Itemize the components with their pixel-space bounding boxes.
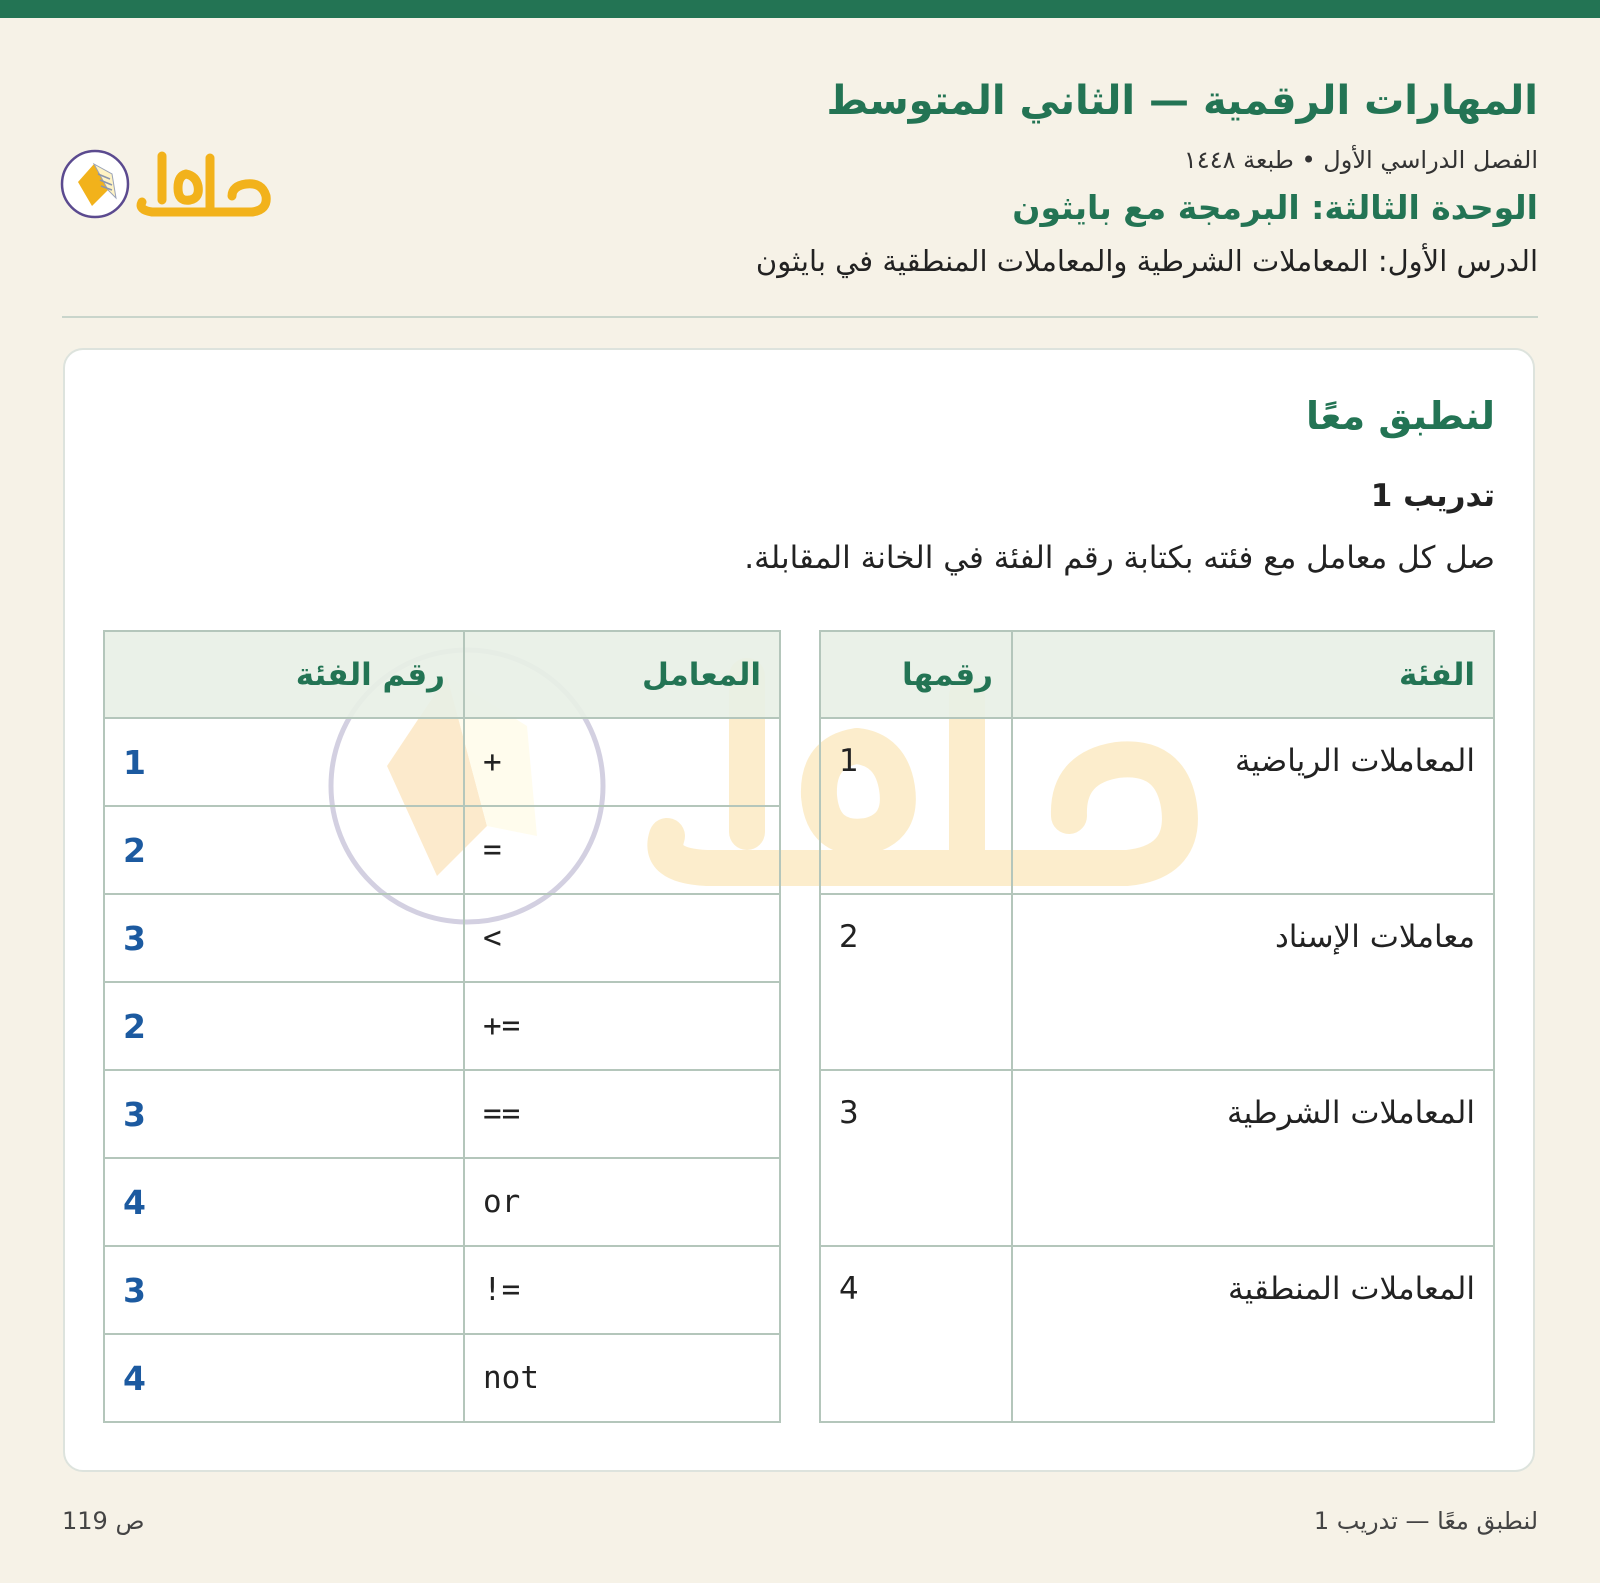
category-name: المعاملات المنطقية <box>1012 1246 1494 1422</box>
category-number: 2 <box>820 894 1012 1070</box>
category-number: 4 <box>820 1246 1012 1422</box>
category-name: المعاملات الشرطية <box>1012 1070 1494 1246</box>
category-name: معاملات الإسناد <box>1012 894 1494 1070</box>
operator-cell: == <box>464 1070 780 1158</box>
answer-cell[interactable]: 4 <box>104 1158 464 1246</box>
category-number: 1 <box>820 718 1012 894</box>
operator-cell: not <box>464 1334 780 1422</box>
operator-cell: += <box>464 982 780 1070</box>
answer-cell[interactable]: 1 <box>104 718 464 806</box>
answer-cell[interactable]: 3 <box>104 1070 464 1158</box>
page-title: المهارات الرقمية — الثاني المتوسط <box>826 78 1538 124</box>
table-row <box>104 1334 780 1422</box>
section-heading: لنطبق معًا <box>1305 394 1495 438</box>
page-number: ص 119 <box>62 1507 145 1535</box>
operator-cell: != <box>464 1246 780 1334</box>
operator-cell: < <box>464 894 780 982</box>
semester-info: الفصل الدراسي الأول • طبعة ١٤٤٨ <box>1183 146 1538 174</box>
table-header-row <box>820 631 1494 718</box>
answer-cell[interactable]: 3 <box>104 1246 464 1334</box>
column-header-operator: المعامل <box>464 631 780 718</box>
answer-cell[interactable]: 2 <box>104 806 464 894</box>
unit-title: الوحدة الثالثة: البرمجة مع بايثون <box>1012 188 1538 227</box>
exercise-card <box>63 348 1535 1472</box>
category-name: المعاملات الرياضية <box>1012 718 1494 894</box>
operators-table <box>103 630 781 1423</box>
table-row <box>104 806 780 894</box>
table-row <box>820 894 1494 1070</box>
table-row <box>104 1246 780 1334</box>
categories-table <box>819 630 1495 1423</box>
table-row <box>104 982 780 1070</box>
column-header-category: الفئة <box>1012 631 1494 718</box>
category-number: 3 <box>820 1070 1012 1246</box>
operator-cell: or <box>464 1158 780 1246</box>
exercise-title: تدريب 1 <box>1370 478 1495 514</box>
answer-cell[interactable]: 4 <box>104 1334 464 1422</box>
answer-cell[interactable]: 2 <box>104 982 464 1070</box>
table-row <box>104 1070 780 1158</box>
column-header-number: رقمها <box>820 631 1012 718</box>
table-row <box>104 1158 780 1246</box>
table-row <box>104 718 780 806</box>
column-header-category-number: رقم الفئة <box>104 631 464 718</box>
table-row <box>104 894 780 982</box>
table-header-row <box>104 631 780 718</box>
hulul-logo <box>60 138 290 228</box>
exercise-instructions: صل كل معامل مع فئته بكتابة رقم الفئة في الخانة المقابلة. <box>744 540 1495 576</box>
header-divider <box>62 316 1538 318</box>
top-accent-bar <box>0 0 1600 18</box>
operator-cell: = <box>464 806 780 894</box>
operator-cell: + <box>464 718 780 806</box>
footer-section-label: لنطبق معًا — تدريب 1 <box>1313 1507 1538 1535</box>
answer-cell[interactable]: 3 <box>104 894 464 982</box>
table-row <box>820 1070 1494 1246</box>
lesson-title: الدرس الأول: المعاملات الشرطية والمعاملات المنطقية في بايثون <box>755 244 1538 278</box>
table-row <box>820 718 1494 894</box>
table-row <box>820 1246 1494 1422</box>
book-icon <box>60 138 290 228</box>
